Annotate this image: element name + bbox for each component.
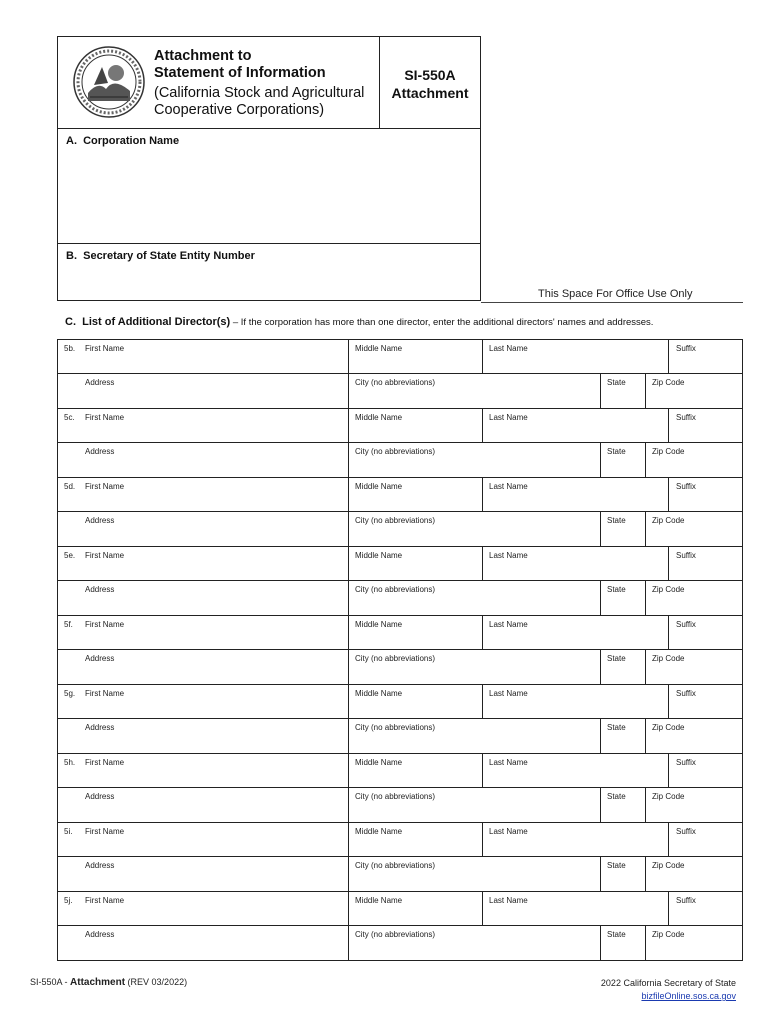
city-field[interactable]: City (no abbreviations) [355, 861, 436, 870]
director-address-row [58, 512, 742, 547]
form-number: SI-550A [404, 67, 456, 83]
director-name-row [58, 892, 742, 926]
director-name-row [58, 478, 742, 512]
director-entry [58, 478, 742, 547]
suffix-field[interactable]: Suffix [676, 551, 696, 560]
copyright-text: 2022 California Secretary of State [600, 978, 736, 988]
city-field[interactable]: City (no abbreviations) [355, 516, 436, 525]
director-name-row [58, 616, 742, 650]
director-number: 5d. [64, 482, 76, 491]
title-cell [58, 37, 380, 129]
first-name-field[interactable]: First Name [85, 689, 125, 698]
suffix-field[interactable]: Suffix [676, 413, 696, 422]
last-name-field[interactable]: Last Name [489, 689, 528, 698]
director-number: 5h. [64, 758, 76, 767]
suffix-field[interactable]: Suffix [676, 344, 696, 353]
zip-code-field[interactable]: Zip Code [652, 447, 685, 456]
director-address-row [58, 443, 742, 478]
director-number: 5i. [64, 827, 73, 836]
director-entry [58, 409, 742, 478]
state-field[interactable]: State [607, 378, 626, 387]
zip-code-field[interactable]: Zip Code [652, 930, 685, 939]
state-field[interactable]: State [607, 861, 626, 870]
city-field[interactable]: City (no abbreviations) [355, 792, 436, 801]
city-field[interactable]: City (no abbreviations) [355, 585, 436, 594]
first-name-field[interactable]: First Name [85, 551, 125, 560]
director-address-row [58, 788, 742, 823]
state-field[interactable]: State [607, 654, 626, 663]
city-field[interactable]: City (no abbreviations) [355, 930, 436, 939]
director-number: 5g. [64, 689, 76, 698]
footer-rev: (REV 03/2022) [125, 977, 188, 987]
state-field[interactable]: State [607, 792, 626, 801]
middle-name-field[interactable]: Middle Name [355, 551, 403, 560]
corporation-name-label: A. Corporation Name [66, 135, 180, 147]
middle-name-field[interactable]: Middle Name [355, 344, 403, 353]
middle-name-field[interactable]: Middle Name [355, 758, 403, 767]
zip-code-field[interactable]: Zip Code [652, 378, 685, 387]
director-entry [58, 892, 742, 961]
last-name-field[interactable]: Last Name [489, 827, 528, 836]
director-address-row [58, 719, 742, 754]
first-name-field[interactable]: First Name [85, 482, 125, 491]
address-field[interactable]: Address [85, 792, 115, 801]
suffix-field[interactable]: Suffix [676, 758, 696, 767]
director-name-row [58, 409, 742, 443]
last-name-field[interactable]: Last Name [489, 620, 528, 629]
subtitle-line-1: (California Stock and Agricultural [154, 85, 365, 101]
first-name-field[interactable]: First Name [85, 758, 125, 767]
city-field[interactable]: City (no abbreviations) [355, 447, 436, 456]
director-entry [58, 340, 742, 409]
website-link[interactable]: bizfileOnline.sos.ca.gov [641, 991, 736, 1001]
title-line-1: Attachment to [154, 48, 252, 64]
city-field[interactable]: City (no abbreviations) [355, 654, 436, 663]
footer-form-code [30, 977, 187, 988]
director-number: 5j. [64, 896, 73, 905]
zip-code-field[interactable]: Zip Code [652, 516, 685, 525]
address-field[interactable]: Address [85, 654, 115, 663]
last-name-field[interactable]: Last Name [489, 413, 528, 422]
suffix-field[interactable]: Suffix [676, 689, 696, 698]
first-name-field[interactable]: First Name [85, 896, 125, 905]
entity-number-field[interactable] [58, 244, 480, 300]
city-field[interactable]: City (no abbreviations) [355, 378, 436, 387]
last-name-field[interactable]: Last Name [489, 896, 528, 905]
address-field[interactable]: Address [85, 516, 115, 525]
last-name-field[interactable]: Last Name [489, 344, 528, 353]
form-title [154, 48, 326, 82]
state-field[interactable]: State [607, 723, 626, 732]
zip-code-field[interactable]: Zip Code [652, 723, 685, 732]
form-id [380, 66, 480, 102]
section-c-heading [65, 316, 653, 328]
director-number: 5b. [64, 344, 76, 353]
director-address-row [58, 857, 742, 892]
director-entry [58, 754, 742, 823]
footer-copyright [601, 977, 736, 1003]
state-field[interactable]: State [607, 585, 626, 594]
address-field[interactable]: Address [85, 723, 115, 732]
suffix-field[interactable]: Suffix [676, 482, 696, 491]
entity-number-label: B. Secretary of State Entity Number [66, 250, 255, 262]
city-field[interactable]: City (no abbreviations) [355, 723, 436, 732]
director-number: 5f. [64, 620, 73, 629]
section-c-note: – If the corporation has more than one director, enter the additional directors' names and addresses. [230, 317, 654, 328]
zip-code-field[interactable]: Zip Code [652, 792, 685, 801]
address-field[interactable]: Address [85, 378, 115, 387]
last-name-field[interactable]: Last Name [489, 758, 528, 767]
middle-name-field[interactable]: Middle Name [355, 827, 403, 836]
zip-code-field[interactable]: Zip Code [652, 861, 685, 870]
director-name-row [58, 685, 742, 719]
middle-name-field[interactable]: Middle Name [355, 896, 403, 905]
form-type: Attachment [391, 85, 469, 101]
address-field[interactable]: Address [85, 930, 115, 939]
zip-code-field[interactable]: Zip Code [652, 654, 685, 663]
director-name-row [58, 547, 742, 581]
middle-name-field[interactable]: Middle Name [355, 413, 403, 422]
title-line-2: Statement of Information [154, 65, 326, 81]
state-field[interactable]: State [607, 447, 626, 456]
state-field[interactable]: State [607, 516, 626, 525]
middle-name-field[interactable]: Middle Name [355, 620, 403, 629]
director-address-row [58, 926, 742, 961]
form-subtitle [154, 85, 364, 119]
middle-name-field[interactable]: Middle Name [355, 689, 403, 698]
director-number: 5c. [64, 413, 75, 422]
middle-name-field[interactable]: Middle Name [355, 482, 403, 491]
footer-code: SI-550A - [30, 977, 71, 987]
last-name-field[interactable]: Last Name [489, 482, 528, 491]
director-number: 5e. [64, 551, 76, 560]
director-name-row [58, 823, 742, 857]
office-use-label: This Space For Office Use Only [538, 288, 693, 300]
director-address-row [58, 581, 742, 616]
office-use-divider [481, 302, 743, 303]
address-field[interactable]: Address [85, 861, 115, 870]
first-name-field[interactable]: First Name [85, 344, 125, 353]
directors-table [57, 339, 743, 961]
director-address-row [58, 374, 742, 409]
first-name-field[interactable]: First Name [85, 827, 125, 836]
suffix-field[interactable]: Suffix [676, 620, 696, 629]
state-field[interactable]: State [607, 930, 626, 939]
director-entry [58, 616, 742, 685]
address-field[interactable]: Address [85, 585, 115, 594]
california-seal-icon [72, 45, 146, 119]
address-field[interactable]: Address [85, 447, 115, 456]
first-name-field[interactable]: First Name [85, 413, 125, 422]
corporation-name-field[interactable] [58, 129, 480, 244]
subtitle-line-2: Cooperative Corporations) [154, 102, 325, 118]
director-name-row [58, 340, 742, 374]
director-name-row [58, 754, 742, 788]
first-name-field[interactable]: First Name [85, 620, 125, 629]
form-id-cell [380, 37, 480, 129]
suffix-field[interactable]: Suffix [676, 896, 696, 905]
suffix-field[interactable]: Suffix [676, 827, 696, 836]
director-entry [58, 823, 742, 892]
director-entry [58, 547, 742, 616]
zip-code-field[interactable]: Zip Code [652, 585, 685, 594]
director-entry [58, 685, 742, 754]
form-header [57, 36, 481, 301]
director-address-row [58, 650, 742, 685]
footer-form-word: Attachment [70, 977, 126, 988]
section-c-label: C. List of Additional Director(s) [65, 316, 231, 328]
last-name-field[interactable]: Last Name [489, 551, 528, 560]
